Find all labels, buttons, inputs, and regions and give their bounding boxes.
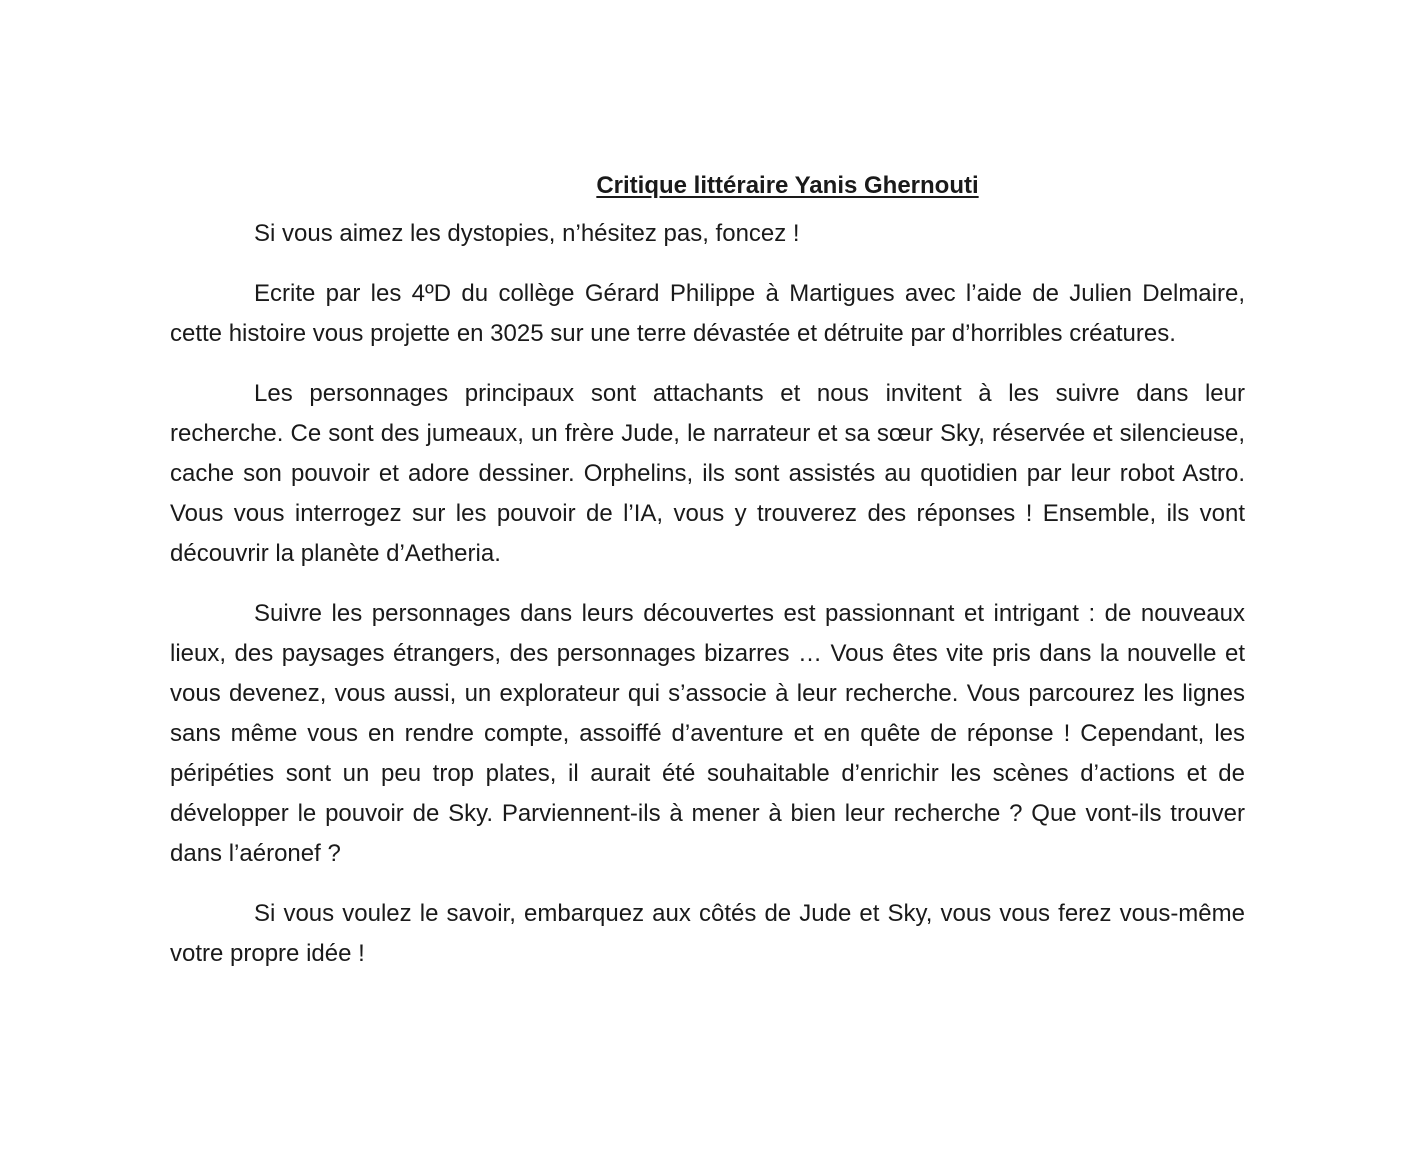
paragraph-conclusion: Si vous voulez le savoir, embarquez aux côtés de Jude et Sky, vous vous ferez vous-même votre propre idée ! [170, 900, 1245, 967]
paragraph-discoveries: Suivre les personnages dans leurs découvertes est passionnant et intrigant : de nouveaux lieux, des paysages étrangers, des personnages bizarres … Vous êtes vite pris dans la nouvelle et vous devenez, vous aussi, un explorateur qui s’associe à leur recherche. Vous parcourez les lignes sans même vous en rendre compte, assoiffé d’aventure et en quête de réponse ! Cependant, les péripéties sont un peu trop plates, il aurait été souhaitable d’enrichir les scènes d’actions et de développer le pouvoir de Sky. Parviennent-ils à mener à bien leur recherche ? Que vont-ils trouver dans l’aéronef ? [170, 600, 1245, 867]
paragraph-authors: Ecrite par les 4ºD du collège Gérard Philippe à Martigues avec l’aide de Julien Delmaire, cette histoire vous projette en 3025 sur une terre dévastée et détruite par d’horribles créatures. [170, 280, 1245, 347]
document-title: Critique littéraire Yanis Ghernouti [596, 172, 979, 199]
paragraph-characters: Les personnages principaux sont attachants et nous invitent à les suivre dans leur recherche. Ce sont des jumeaux, un frère Jude, le narrateur et sa sœur Sky, réservée et silencieuse, cache son pouvoir et adore dessiner. Orphelins, ils sont assistés au quotidien par leur robot Astro. Vous vous interrogez sur les pouvoir de l’IA, vous y trouverez des réponses ! Ensemble, ils vont découvrir la planète d’Aetheria. [170, 380, 1245, 567]
document-body [170, 166, 1245, 994]
paragraph-intro: Si vous aimez les dystopies, n’hésitez pas, foncez ! [254, 220, 800, 247]
